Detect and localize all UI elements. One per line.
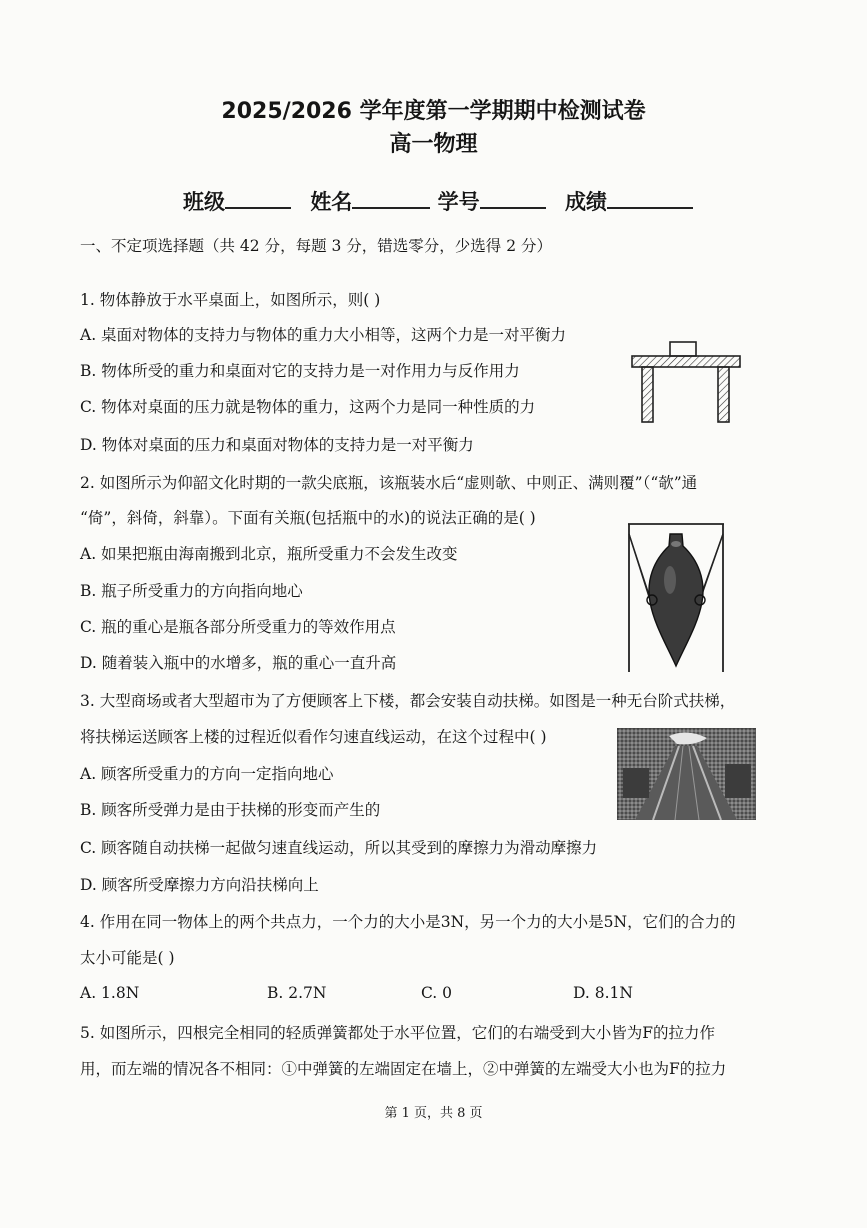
class-label: 班级: [183, 190, 225, 214]
q1-option-a: A. 桌面对物体的支持力与物体的重力大小相等，这两个力是一对平衡力: [80, 326, 567, 344]
escalator-photo: [617, 728, 756, 820]
q1-option-b: B. 物体所受的重力和桌面对它的支持力是一对作用力与反作用力: [80, 362, 520, 380]
q5-stem-line2: 用，而左端的情况各不相同：①中弹簧的左端固定在墙上，②中弹簧的左端受大小也为F的拉力: [80, 1060, 727, 1078]
exam-subtitle: 高一物理: [389, 132, 478, 157]
q4-option-b: B. 2.7N: [267, 984, 327, 1002]
q1-stem: 1. 物体静放于水平桌面上，如图所示，则( ): [80, 291, 381, 309]
student-info-row: [183, 186, 693, 216]
q1-option-d: D. 物体对桌面的压力和桌面对物体的支持力是一对平衡力: [80, 436, 474, 454]
pointed-bottle-figure: [626, 520, 726, 678]
q4-option-c: C. 0: [421, 984, 453, 1002]
q4-option-a: A. 1.8N: [80, 984, 140, 1002]
q1-option-c: C. 物体对桌面的压力就是物体的重力，这两个力是同一种性质的力: [80, 398, 536, 416]
q4-option-d: D. 8.1N: [573, 984, 633, 1002]
q2-stem-line2: “倚”，斜倚，斜靠）。下面有关瓶(包括瓶中的水)的说法正确的是( ): [80, 509, 536, 527]
score-blank[interactable]: [607, 187, 693, 209]
q3-option-a: A. 顾客所受重力的方向一定指向地心: [80, 765, 334, 783]
section-heading: 一、不定项选择题（共 42 分，每题 3 分，错选零分，少选得 2 分）: [80, 237, 553, 255]
q2-stem-line1: 2. 如图所示为仰韶文化时期的一款尖底瓶，该瓶装水后“虚则欹、中则正、满则覆”（“欹”通: [80, 474, 698, 492]
q3-option-d: D. 顾客所受摩擦力方向沿扶梯向上: [80, 876, 319, 894]
q3-stem-line1: 3. 大型商场或者大型超市为了方便顾客上下楼，都会安装自动扶梯。如图是一种无台阶式扶梯，: [80, 692, 736, 710]
q2-option-b: B. 瓶子所受重力的方向指向地心: [80, 582, 303, 600]
q2-option-c: C. 瓶的重心是瓶各部分所受重力的等效作用点: [80, 618, 396, 636]
table-with-block-figure: [630, 340, 742, 426]
q2-option-d: D. 随着装入瓶中的水增多，瓶的重心一直升高: [80, 654, 397, 672]
q3-option-b: B. 顾客所受弹力是由于扶梯的形变而产生的: [80, 801, 381, 819]
q3-option-c: C. 顾客随自动扶梯一起做匀速直线运动，所以其受到的摩擦力为滑动摩擦力: [80, 839, 598, 857]
q4-stem-line2: 太小可能是( ): [80, 949, 175, 967]
class-blank[interactable]: [225, 187, 291, 209]
name-label: 姓名: [310, 190, 353, 214]
student-id-blank[interactable]: [480, 187, 546, 209]
student-id-label: 学号: [437, 190, 480, 214]
page-footer: 第 1 页，共 8 页: [384, 1106, 483, 1121]
name-blank[interactable]: [352, 187, 430, 209]
q2-option-a: A. 如果把瓶由海南搬到北京，瓶所受重力不会发生改变: [80, 545, 458, 563]
q4-stem-line1: 4. 作用在同一物体上的两个共点力，一个力的大小是3N，另一个力的大小是5N，它们的合力的: [80, 913, 736, 931]
exam-title: 2025/2026 学年度第一学期期中检测试卷: [221, 99, 646, 124]
score-label: 成绩: [564, 190, 607, 214]
q5-stem-line1: 5. 如图所示，四根完全相同的轻质弹簧都处于水平位置，它们的右端受到大小皆为F的拉力作: [80, 1024, 715, 1042]
q3-stem-line2: 将扶梯运送顾客上楼的过程近似看作匀速直线运动，在这个过程中( ): [80, 728, 547, 746]
